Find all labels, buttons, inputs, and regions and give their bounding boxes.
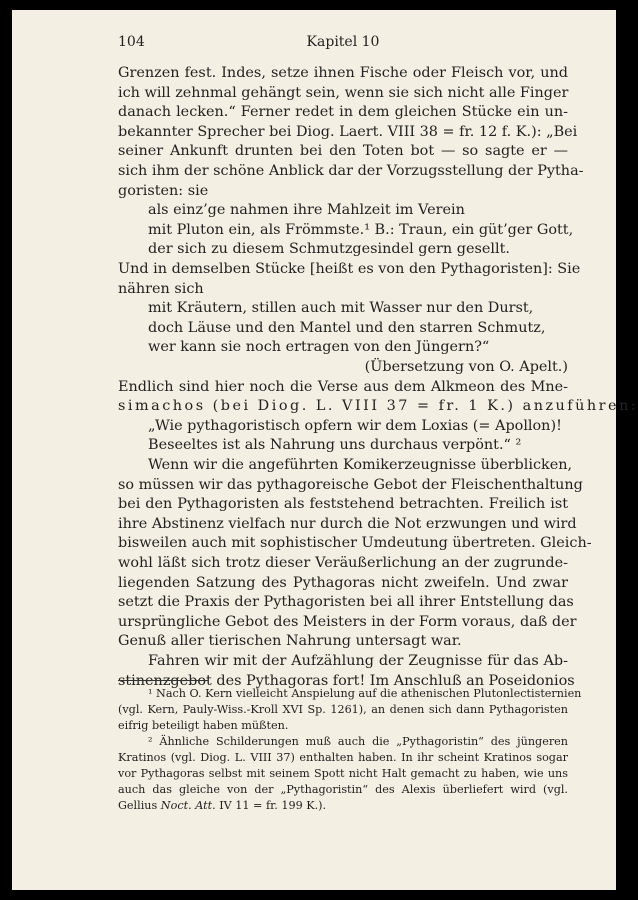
text-line: simachos (bei Diog. L. VIII 37 = fr. 1 K.) anzuführen:	[118, 398, 638, 415]
text-line: bekannter Sprecher bei Diog. Laert. VIII 38 = fr. 12 f. K.): „Bei	[118, 123, 578, 140]
text-line: Genuß aller tierischen Nahrung untersagt war.	[118, 633, 462, 650]
citation-text: Gellius	[118, 799, 161, 812]
text-line: doch Läuse und den Mantel und den starren Schmutz,	[148, 319, 546, 336]
text-line: Beseeltes ist als Nahrung uns durchaus verpönt.“ ²	[148, 437, 522, 454]
text-line: Und in demselben Stücke [heißt es von den Pythagoristen]: Sie	[118, 261, 581, 277]
text-line: ihre Abstinenz vielfach nur durch die Not erzwungen und wird	[118, 515, 577, 532]
footnotes	[118, 686, 582, 826]
footnote-line: vor Pythagoras selbst mit seinem Spott nicht Halt gemacht zu haben, wie uns	[118, 767, 568, 780]
text-line: danach lecken.“ Ferner redet in dem gleichen Stücke ein un-	[118, 104, 568, 121]
footnote-line: ² Ähnliche Schilderungen muß auch die „Pythagoristin“ des jüngeren	[148, 735, 568, 748]
text-line: liegenden Satzung des Pythagoras nicht zweifeln. Und zwar	[118, 574, 568, 591]
text-line: Grenzen fest. Indes, setze ihnen Fische oder Fleisch vor, und	[118, 65, 568, 81]
footnote-line: Kratinos (vgl. Diog. L. VIII 37) enthalten haben. In ihr scheint Kratinos sogar	[118, 751, 568, 764]
footnote-line: (vgl. Kern, Pauly-Wiss.-Kroll XVI Sp. 1261), an denen sich dann Pythagoristen	[118, 703, 568, 716]
text-line: (Übersetzung von O. Apelt.)	[364, 359, 568, 375]
citation-title: Noct. Att.	[160, 799, 216, 812]
text-line: ursprüngliche Gebot des Meisters in der Form voraus, daß der	[118, 613, 577, 630]
text-line: als einz’ge nahmen ihre Mahlzeit im Verein	[148, 202, 465, 219]
running-head: Kapitel 10	[306, 34, 380, 50]
text-line: seiner Ankunft drunten bei den Toten bot — so sagte er —	[118, 143, 568, 160]
text-line: bisweilen auch mit sophistischer Umdeutung übertreten. Gleich-	[118, 535, 592, 552]
text-line: bei den Pythagoristen als feststehend betrachten. Freilich ist	[118, 496, 568, 513]
text-line: so müssen wir das pythagoreische Gebot der Fleischenthaltung	[118, 476, 583, 493]
text-line: sich ihm der schöne Anblick dar der Vorzugsstellung der Pytha-	[118, 163, 584, 179]
text-line: mit Kräutern, stillen auch mit Wasser nur den Durst,	[148, 300, 534, 317]
footnote-line	[118, 798, 568, 814]
text-line: mit Pluton ein, als Frömmste.¹ B.: Traun, ein güt’ger Gott,	[148, 221, 574, 238]
footnote-rule	[118, 680, 208, 681]
page-number: 104	[118, 34, 145, 50]
text-line: Wenn wir die angeführten Komikerzeugnisse überblicken,	[148, 457, 573, 473]
text-line: goristen: sie	[118, 182, 209, 199]
text-line: nähren sich	[118, 280, 204, 297]
text-line: Endlich sind hier noch die Verse aus dem Alkmeon des Mne-	[118, 378, 568, 395]
text-line: wohl läßt sich trotz dieser Veräußerlichung an der zugrunde-	[118, 555, 568, 571]
text-line: „Wie pythagoristisch opfern wir dem Loxias (= Apollon)!	[148, 417, 562, 434]
text-line: ich will zehnmal gehängt sein, wenn sie sich nicht alle Finger	[118, 84, 569, 101]
citation-ref: IV 11 = fr. 199 K.).	[215, 799, 327, 812]
footnote-line: eifrig beteiligt haben müßten.	[118, 719, 289, 732]
text-line: Fahren wir mit der Aufzählung der Zeugnisse für das Ab-	[148, 653, 568, 669]
text-line: der sich zu diesem Schmutzgesindel gern gesellt.	[148, 241, 510, 258]
page-header	[118, 34, 568, 54]
footnote-line: ¹ Nach O. Kern vielleicht Anspielung auf die athenischen Plutonlectisternien	[148, 687, 582, 700]
text-line: setzt die Praxis der Pythagoristen bei all ihrer Entstellung das	[118, 594, 574, 611]
footnote-line: auch das gleiche von der „Pythagoristin“ des Alexis überliefert wird (vgl.	[118, 783, 568, 796]
text-line: wer kann sie noch ertragen von den Jüngern?“	[148, 339, 490, 356]
body-text	[118, 63, 638, 689]
text-line: stinenzgebot des Pythagoras fort! Im Anschluß an Poseidonios	[118, 672, 575, 689]
